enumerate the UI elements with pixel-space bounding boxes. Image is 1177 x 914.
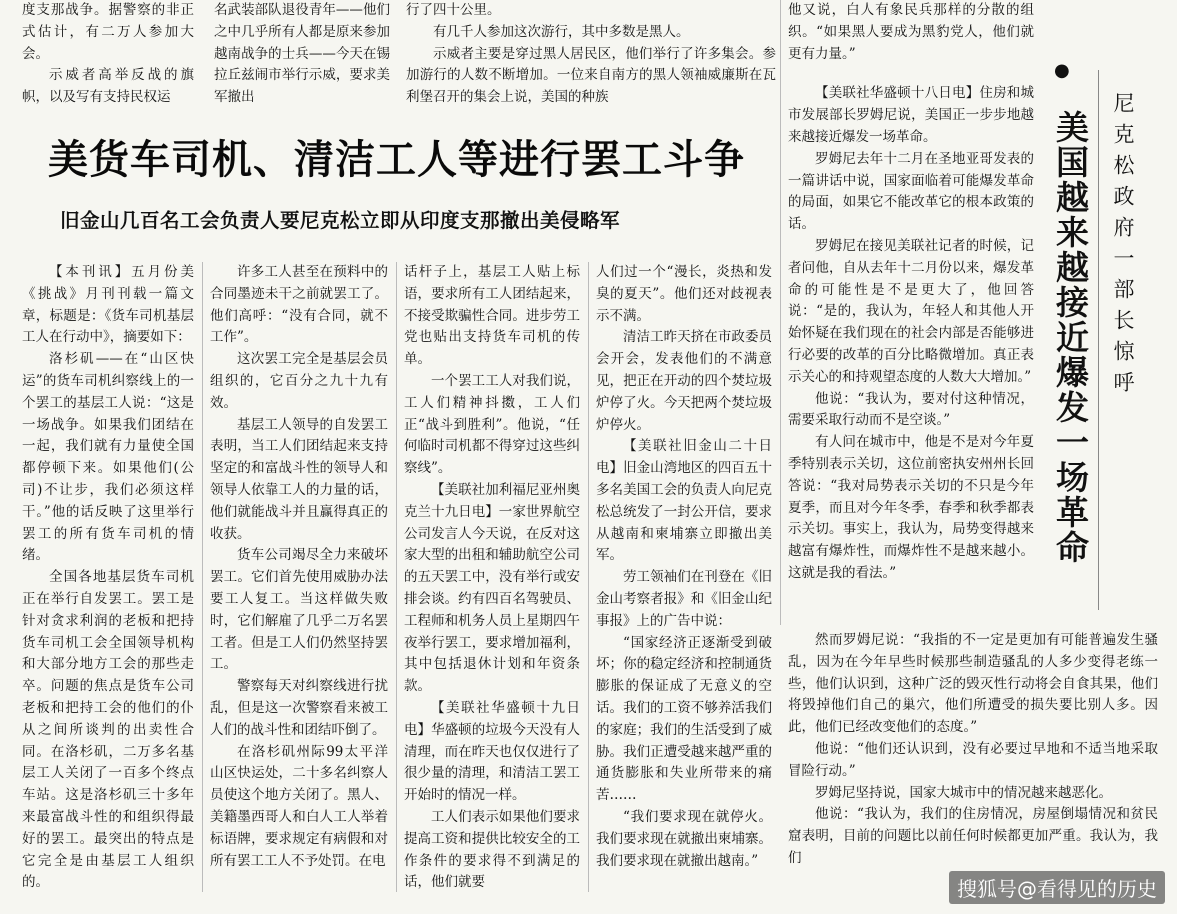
- fragment-paragraph: 行了四十公里。: [406, 2, 501, 18]
- article-paragraph: 货车公司竭尽全力来破坏罢工。它们首先使用威胁办法要工人复工。当这样做失败时，它们解雇了几乎二万名罢工者。但是工人们仍然坚持罢工。: [210, 547, 388, 673]
- title-divider: [1098, 70, 1099, 610]
- column-divider: [780, 0, 781, 625]
- article-paragraph: 【美联社华盛顿十九日电】华盛顿的垃圾今天没有人清理，而在昨天也仅仅进行了很少量的清理，和清洁工罢工开始时的情况一样。: [404, 699, 580, 804]
- column-divider: [588, 262, 589, 892]
- article-paragraph: 【美联社旧金山二十日电】旧金山湾地区的四百五十多名美国工会的负责人向尼克松总统发了一封公开信，要求从越南和柬埔寨立即撤出美军。: [596, 438, 772, 564]
- article-paragraph: 罗姆尼去年十二月在圣地亚哥发表的一篇讲话中说，国家面临着可能爆发革命的局面，如果它不能改革它的根本政策的话。: [788, 150, 1034, 233]
- article-paragraph: 【本刊讯】五月份美《挑战》月刊刊载一篇文章，标题是：《货车司机基层工人在行动中》，摘要如下：: [22, 264, 194, 346]
- article-paragraph: 基层工人领导的自发罢工表明，当工人们团结起来支持坚定的和富战斗性的领导人和领导人依靠工人的力量的话，他们就能战斗并且赢得真正的收获。: [210, 416, 388, 542]
- article-paragraph: 然而罗姆尼说：“我指的不一定是更加有可能普遍发生骚乱，因为在今年早些时候那些制造骚乱的人多少变得老练一些，他们认识到，这种广泛的毁灭性行动将会自食其果，他们将毁掉他们自己的巢穴，他们所遭受的损失要比别人多。因此，他们已经改变他们的态度。”: [788, 632, 1158, 736]
- article-paragraph: 清洁工昨天挤在市政委员会开会，发表他们的不满意见，把正在开动的四个焚垃圾炉停了火。今天把两个焚垃圾炉停火。: [596, 329, 772, 433]
- article-paragraph: 他说：“他们还认识到，没有必要过早地和不适当地采取冒险行动。”: [788, 740, 1158, 779]
- article-paragraph: 工人们表示如果他们要求提高工资和提供比较安全的工作条件的要求得不到满足的话，他们就要: [404, 808, 580, 891]
- fragment-paragraph: 有几千人参加这次游行，其中多数是黑人。: [433, 23, 690, 40]
- column-divider: [202, 262, 203, 892]
- article-paragraph: 全国各地基层货车司机正在举行自发罢工。罢工是针对贪求利润的老板和把持货车司机工会全国领导机构和大部分地方工会的那些走卒。问题的焦点是货车公司老板和把持工会的他们的仆从之间所谈判的出卖性合同。在洛杉矶，二万多名基层工人关闭了一百多个终点车站。这是洛杉矶三十多年来最富战斗性的和组织得最好的罢工。最突出的特点是它完全是由基层工人组织的。: [22, 569, 194, 891]
- article-paragraph: 有人问在城市中，他是不是对今年夏季特别表示关切，这位前密执安州州长回答说：“我对局势表示关切的不只是今年夏季，而且对今年冬季，春季和秋季都表示关切。事实上，我认为，局势变得越来越富有爆炸性，而爆炸性不是越来越小。这就是我的看法。”: [788, 434, 1034, 581]
- column-divider: [396, 262, 397, 892]
- fragment-paragraph: 示威者高举反战的旗帜，以及写有支持民权运: [22, 67, 194, 106]
- article-paragraph: 许多工人甚至在预料中的合同墨迹未干之前就罢工了。他们高呼：“没有合同，就不工作”。: [210, 264, 388, 346]
- article1-column-1: [22, 262, 194, 902]
- article-paragraph: 一个罢工工人对我们说，工人们精神抖擞，工人们正“战斗到胜利”。他说，“任何临时司机都不得穿过这些纠察线”。: [404, 372, 580, 477]
- article-paragraph: 警察每天对纠察线进行扰乱，但是这一次警察看来被工人们的战斗性和团结吓倒了。: [210, 678, 388, 738]
- article-paragraph: 他说：“我认为，我们的住房情况，房屋倒塌情况和贫民窟表明，目前的问题比以前任何时候都更加严重。我认为，我们: [788, 806, 1158, 866]
- article-paragraph: 【美联社加利福尼亚州奥克兰十九日电】一家世界航空公司发言人今天说，在反对这家大型的出租和辅助航空公司的五天罢工中，没有举行或安排会谈。约有四百名驾驶员、工程师和机务人员上星期四午夜举行罢工，要求增加福利，其中包括退休计划和年资条款。: [404, 481, 580, 695]
- bullet-icon: ●: [1054, 60, 1070, 81]
- article-paragraph: 他说：“我认为，要对付这种情况，需要采取行动而不是空谈。”: [788, 390, 1034, 429]
- article-paragraph: 罗姆尼坚持说，国家大城市中的情况越来越恶化。: [815, 784, 1112, 801]
- watermark: 搜狐号@看得见的历史: [949, 871, 1165, 904]
- article1-column-3: [404, 262, 580, 902]
- fragment-paragraph: 度支那战争。据警察的非正式估计，有二万人参加大会。: [22, 2, 194, 62]
- top-fragment-2: [214, 0, 390, 110]
- article-subheadline: 旧金山几百名工会负责人要尼克松立即从印度支那撤出美侵略军: [60, 209, 621, 232]
- article-paragraph: “国家经济正逐渐受到破坏；你的稳定经济和控制通货膨胀的保证成了无意义的空话。我们的工资不够养活我们的家庭；我们的生活受到了威胁。我们正遭受越来越严重的通货膨胀和失业所带来的痛苦……: [596, 634, 772, 804]
- fragment-paragraph: 名武装部队退役青年——他们之中几乎所有人都是原来参加越南战争的士兵——今天在锡拉丘兹闹市举行示威，要求美军撤出: [214, 2, 390, 106]
- article-paragraph: 这次罢工完全是基层会员组织的，它百分之九十九有效。: [210, 351, 388, 411]
- article-paragraph: 话杆子上，基层工人贴上标语，要求所有工人团结起来，不接受欺骗性合同。进步劳工党也贴出支持货车司机的传单。: [404, 264, 580, 368]
- top-fragment-3: [406, 0, 776, 110]
- article2-bottom-column: [788, 630, 1158, 906]
- top-fragment-1: [22, 0, 194, 110]
- article2-title: 美国越来越接近爆发一场革命: [1051, 110, 1090, 565]
- article-paragraph: 洛杉矶——在“山区快运”的货车司机纠察线上的一个罢工的基层工人说：“这是一场战争。如果我们团结在一起，我们就有力量使全国都停顿下来。如果他们(公司)不让步，我们必须这样干。”他的话反映了这里举行罢工的所有货车司机的情绪。: [22, 351, 194, 564]
- fragment-paragraph: 示威者主要是穿过黑人居民区，他们举行了许多集会。参加游行的人数不断增加。一位来自南方的黑人领袖威廉斯在瓦利堡召开的集会上说，美国的种族: [406, 45, 776, 106]
- article-paragraph: 劳工领袖们在刊登在《旧金山考察者报》和《旧金山纪事报》上的广告中说：: [596, 569, 772, 629]
- article-paragraph: 【美联社华盛顿十八日电】住房和城市发展部长罗姆尼说，美国正一步步地越来越接近爆发一场革命。: [788, 85, 1034, 145]
- article-paragraph: 人们过一个“漫长，炎热和发臭的夏天”。他们还对歧视表示不满。: [596, 264, 772, 324]
- article-paragraph: 在洛杉矶州际99太平洋山区快运处，二十多名纠察人员使这个地方关闭了。黑人、美籍墨西哥人和白人工人举着标语牌，要求规定有病假和对所有罢工工人不予处罚。在电: [210, 743, 388, 869]
- article-paragraph: 他又说，白人有象民兵那样的分散的组织。“如果黑人要成为黑豹党人，他们就更有力量。”: [788, 2, 1034, 62]
- article2-column: [788, 0, 1034, 626]
- article1-column-2: [210, 262, 388, 902]
- article-paragraph: “我们要求现在就停火。我们要求现在就撤出柬埔寨。我们要求现在就撤出越南。”: [596, 808, 772, 869]
- article1-column-4: [596, 262, 772, 902]
- article2-subtitle: 尼克松政府一部长惊呼: [1111, 92, 1135, 402]
- article-paragraph: 罗姆尼在接见美联社记者的时候，记者问他，自从去年十二月份以来，爆发革命的可能性是不是更大了，他回答说：“是的，我认为，年轻人和其他人开始怀疑在我们现在的社会内部是否能够进行必要的改革的百分比略微增加。真正表示关心的和持观望态度的人数大大增加。”: [788, 237, 1034, 385]
- article-headline: 美货车司机、清洁工人等进行罢工斗争: [48, 137, 745, 183]
